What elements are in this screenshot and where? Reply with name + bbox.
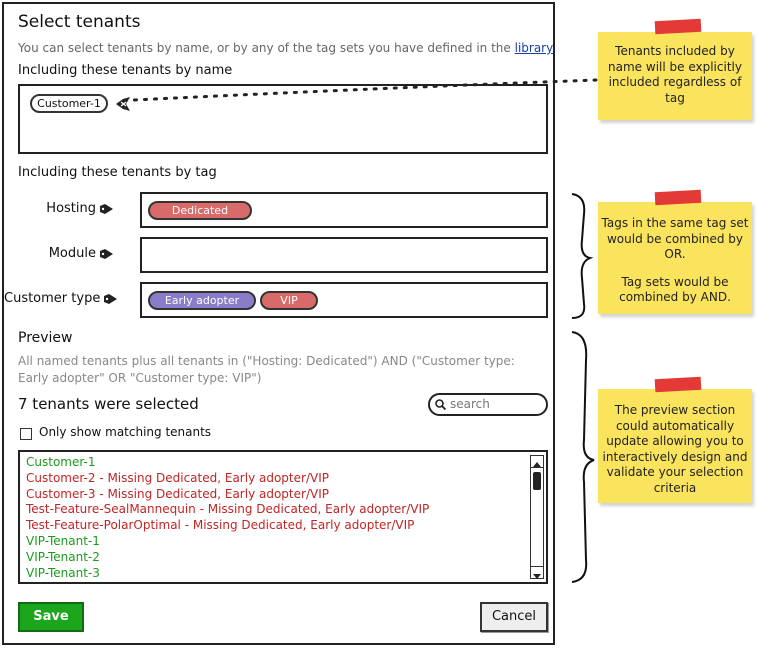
chip-label: Early adopter — [164, 294, 240, 307]
pin — [655, 377, 702, 392]
tag-row-label-text: Hosting — [46, 201, 96, 216]
only-matching-label: Only show matching tenants — [39, 425, 212, 439]
cancel-button[interactable]: Cancel — [480, 602, 548, 632]
list-item: Customer-3 - Missing Dedicated, Early adopter/VIP — [26, 486, 329, 501]
preview-heading: Preview — [18, 330, 73, 346]
pin — [655, 19, 702, 34]
search-placeholder: search — [450, 397, 490, 411]
sticky-note-by-name — [598, 32, 752, 120]
tag-brace — [572, 194, 590, 318]
chip-label: VIP — [280, 294, 298, 307]
note-text: The preview section could automatically update allowing you to interactively design and validate your selection criteria — [602, 403, 748, 495]
tag-row-label-text: Module — [48, 246, 96, 261]
note-text: Tag sets would be combined by AND. — [619, 274, 731, 304]
list-item: Customer-1 — [26, 455, 96, 469]
save-button[interactable]: Save — [18, 602, 84, 632]
list-item: VIP-Tenant-1 — [26, 533, 100, 548]
preview-description: All named tenants plus all tenants in ("Hosting: Dedicated") AND ("Customer type: Early adopter" OR "Customer type: VIP") — [18, 354, 515, 385]
tag-row-label-text: Customer type — [4, 291, 101, 306]
by-name-label: Including these tenants by name — [18, 63, 233, 78]
library-link[interactable]: library — [514, 41, 554, 55]
chip-label: Dedicated — [171, 204, 229, 217]
by-tag-label: Including these tenants by tag — [18, 165, 217, 180]
selected-count: 7 tenants were selected — [18, 395, 199, 413]
list-item: VIP-Tenant-2 — [26, 549, 100, 564]
list-item: Test-Feature-SealMannequin - Missing Dedicated, Early adopter/VIP — [26, 502, 430, 517]
sticky-note-preview — [598, 389, 752, 503]
note-text: Tenants included by name will be explicitly included regardless of tag — [608, 44, 742, 105]
subtitle-text: You can select tenants by name, or by any of the tag sets you have defined in the — [18, 41, 515, 55]
dialog-title: Select tenants — [18, 12, 141, 32]
list-item: VIP-Tenant-3 — [26, 565, 100, 580]
preview-brace — [572, 332, 594, 582]
list-item: Test-Feature-PolarOptimal - Missing Dedicated, Early adopter/VIP — [26, 518, 415, 533]
sticky-note-tags — [598, 202, 752, 314]
note-text: Tags in the same tag set would be combined by OR. — [601, 216, 749, 261]
list-item: Customer-2 - Missing Dedicated, Early adopter/VIP — [26, 470, 329, 485]
chip-label: Customer-1 — [37, 97, 101, 110]
dotted-connector — [134, 80, 596, 100]
pin — [655, 190, 702, 205]
